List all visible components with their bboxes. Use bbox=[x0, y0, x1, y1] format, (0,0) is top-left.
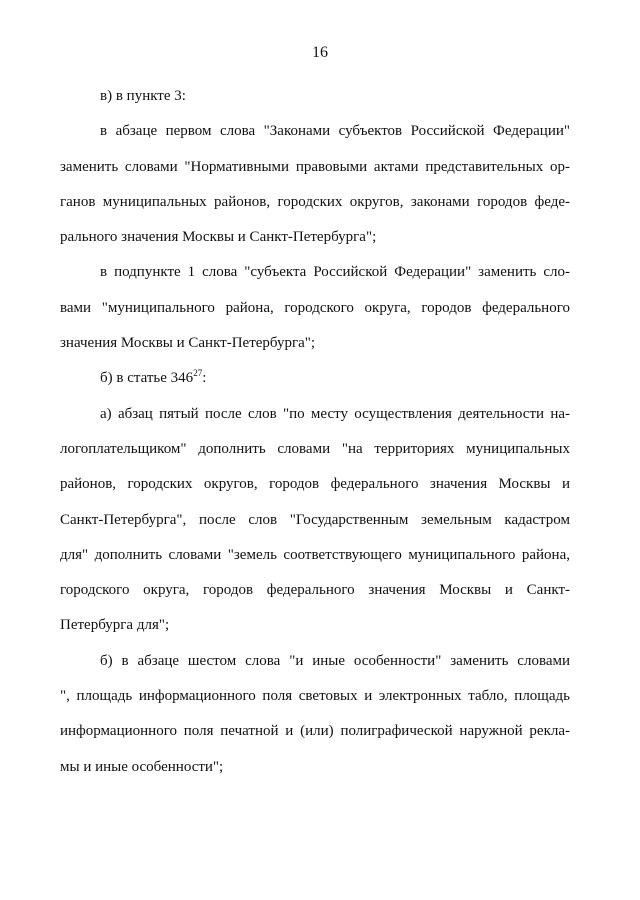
page-number: 16 bbox=[312, 44, 328, 61]
text-line: Петербурга для"; bbox=[60, 617, 170, 634]
text-line: заменить словами "Нормативными правовыми актами представительных ор- bbox=[60, 158, 570, 175]
text-line: логоплательщиком" дополнить словами "на территориях муниципальных bbox=[60, 440, 570, 457]
article-ref-text: б) в статье 346 bbox=[100, 370, 194, 387]
text-line: ганов муниципальных районов, городских округов, законами городов феде- bbox=[60, 193, 570, 210]
text-line: мы и иные особенности"; bbox=[60, 758, 224, 775]
text-line: в абзаце первом слова "Законами субъектов Российской Федерации" bbox=[100, 123, 570, 140]
text-line: рального значения Москвы и Санкт-Петербурга"; bbox=[60, 229, 377, 246]
text-line: городского округа, городов федерального значения Москвы и Санкт- bbox=[60, 582, 570, 599]
text-line: районов, городских округов, городов федерального значения Москвы и bbox=[60, 476, 570, 493]
text-line: Санкт-Петербурга", после слов "Государственным земельным кадастром bbox=[60, 511, 570, 528]
text-line: ", площадь информационного поля световых и электронных табло, площадь bbox=[60, 688, 570, 705]
article-superscript: 27 bbox=[193, 368, 203, 379]
text-line-article-ref bbox=[60, 364, 570, 399]
text-line: в подпункте 1 слова "субъекта Российской Федерации" заменить сло- bbox=[100, 264, 570, 281]
text-line: а) абзац пятый после слов "по месту осуществления деятельности на- bbox=[100, 405, 570, 422]
text-line: в) в пункте 3: bbox=[100, 88, 186, 104]
text-line: значения Москвы и Санкт-Петербурга"; bbox=[60, 335, 316, 352]
text-line: б) в абзаце шестом слова "и иные особенности" заменить словами bbox=[100, 652, 570, 669]
document-body bbox=[60, 82, 570, 788]
text-line: информационного поля печатной и (или) полиграфической наружной рекла- bbox=[60, 723, 570, 740]
text-line: для" дополнить словами "земель соответствующего муниципального района, bbox=[60, 546, 570, 563]
text-line: вами "муниципального района, городского округа, городов федерального bbox=[60, 299, 570, 316]
article-ref-colon: : bbox=[202, 370, 207, 387]
